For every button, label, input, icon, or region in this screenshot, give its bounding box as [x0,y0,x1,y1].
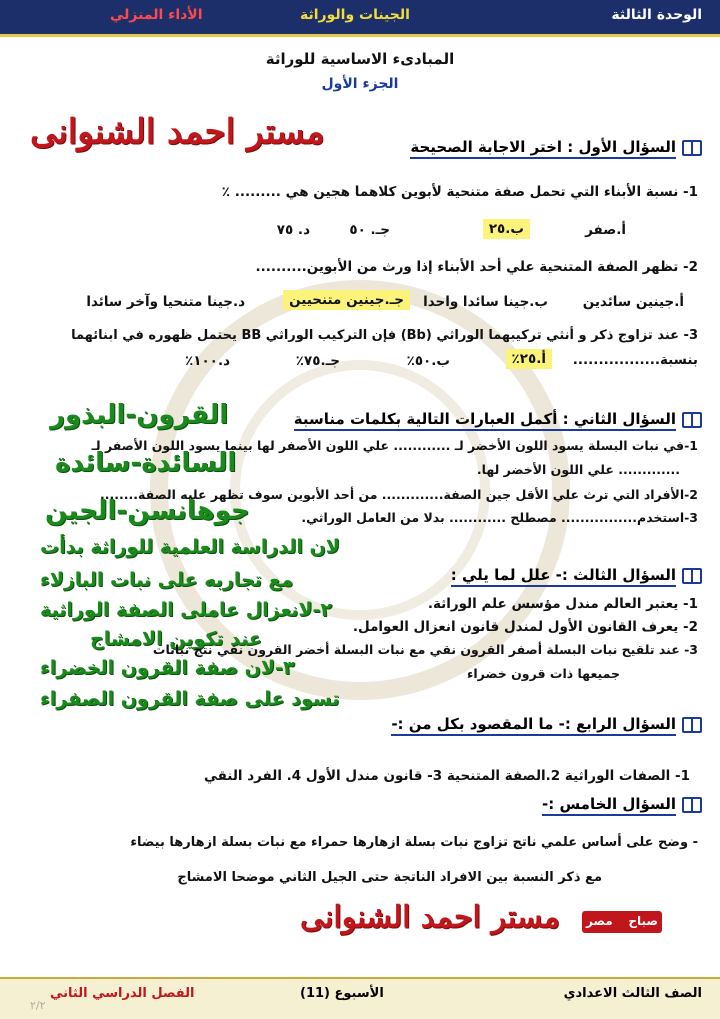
q2-line-3: 2-الأفراد التي ترث علي الأقل جين الصفة............. من أحد الأبوين سوف تظهر عليه الصفة........ [100,487,698,502]
q1-item-3-cont: بنسبة................. [572,352,698,368]
q3-answer-4: عند تكوين الامشاج [90,628,262,650]
q1-2-option-a: أ.جينين سائدين [582,294,684,310]
page-subtitle: الجزء الأول [321,76,399,92]
logo-word-1: صباح [628,914,658,928]
q1-3-option-a: أ.٢٥٪ [506,349,553,369]
page-title: المبادىء الاساسية للوراثة [265,50,455,68]
q5-line-2: مع ذكر النسبة بين الافراد الناتجة حتى الجيل الثاني موضحا الامشاج [177,870,602,885]
term-label: الفصل الدراسي الثاني [50,986,195,1001]
q1-1-option-a: أ.صفر [585,222,626,238]
q3-answer-6: تسود على صفة القرون الصفراء [40,688,340,710]
grade-label: الصف الثالث الاعدادي [563,986,702,1001]
q1-3-option-d: د.١٠٠٪ [184,353,230,369]
q1-2-option-b: ب.جينا سائدا واحدا [423,294,548,310]
book-icon [682,140,702,156]
site-logo [582,911,662,935]
q5-line-1: - وضح على أساس علمي ناتج تزاوج نبات بسلة ازهارها حمراء مع نبات بسلة ازهارها بيضاء [130,835,698,850]
q1-1-option-b: ب.٢٥ [483,219,530,239]
q1-item-3: 3- عند تزاوج ذكر و أنثي تركيبهما الوراثي (Bb) فإن التركيب الوراثي BB يحتمل ظهوره في ابنائهما [71,328,698,343]
q3-line-2: 2- يعرف القانون الأول لمندل قانون انعزال العوامل. [352,619,698,635]
book-icon [682,412,702,428]
book-icon [682,717,702,733]
q2-line-2: ............. علي اللون الأخضر لها. [476,462,680,477]
q1-item-2: 2- تظهر الصفة المتنحية علي أحد الأبناء إذا ورث من الأبوين.......... [255,259,698,275]
q4-heading: السؤال الرابع :- ما المقصود بكل من :- [391,715,702,733]
q3-line-4: جميعها ذات قرون خضراء [467,666,620,681]
topic-label: الجينات والوراثة [300,7,410,23]
q1-1-option-c: جـ. ٥٠ [349,222,390,238]
page-number: ٢/٢ [30,999,46,1012]
book-icon [682,568,702,584]
q3-answer-5: ٣-لان صفة القرون الخضراء [40,657,295,679]
q1-3-option-c: جـ.٧٥٪ [295,353,340,369]
q1-2-option-c: جـ.جينين متنحيين [283,290,410,310]
q5-heading: السؤال الخامس :- [542,795,702,813]
q2-answer-1: القرون-البذور [50,400,229,430]
q2-answer-2: السائدة-سائدة [55,448,237,478]
teacher-name-top: مستر احمد الشنوانى [30,112,325,152]
q2-answer-3: جوهانسن-الجين [45,496,250,526]
q3-line-1: 1- يعتبر العالم مندل مؤسس علم الوراثة. [427,596,698,612]
q4-line: 1- الصفات الوراثية 2.الصفة المتنحية 3- قانون مندل الأول 4. الفرد النقي [203,768,690,784]
q3-heading: السؤال الثالث :- علل لما يلي : [451,566,702,584]
q3-answer-3: ٢-لانعزال عاملى الصفة الوراثية [40,599,333,621]
q1-2-option-d: د.جينا متنحيا وآخر سائدا [86,294,245,310]
q2-line-4: 3-استخدم................ مصطلح ............ بدلا من العامل الوراثي. [301,510,698,525]
q3-answer-1: لان الدراسة العلمية للوراثة بدأت [40,536,340,558]
logo-word-2: مصر [586,914,613,928]
header-bar [0,0,720,37]
q1-item-1: 1- نسبة الأبناء التي تحمل صفة متنحية لأبوين كلاهما هجين هي ......... ٪ [221,184,698,200]
q1-heading: السؤال الأول : اختر الاجابة الصحيحة [410,138,702,156]
teacher-name-bottom: مستر احمد الشنوانى [300,900,560,935]
unit-label: الوحدة الثالثة [611,7,702,23]
q2-line-1: 1-في نبات البسلة يسود اللون الأخضر لـ ............ علي اللون الأصفر لها بينما يسود اللون الأصفر لـ [91,438,698,453]
q1-3-option-b: ب.٥٠٪ [406,353,450,369]
week-label: الأسبوع (11) [300,986,384,1001]
q3-line-3: 3- عند تلقيح نبات البسلة أصفر القرون نقي مع نبات البسلة أخضر القرون نقي نتج نباتات [152,642,698,657]
q1-1-option-d: د. ٧٥ [276,222,310,238]
homework-label: الأداء المنزلي [110,7,203,23]
q3-answer-2: مع تجاربه على نبات البازلاء [40,569,294,591]
footer-bar [0,977,720,1019]
book-icon [682,797,702,813]
q2-heading: السؤال الثاني : أكمل العبارات التالية بكلمات مناسبة [294,410,702,428]
